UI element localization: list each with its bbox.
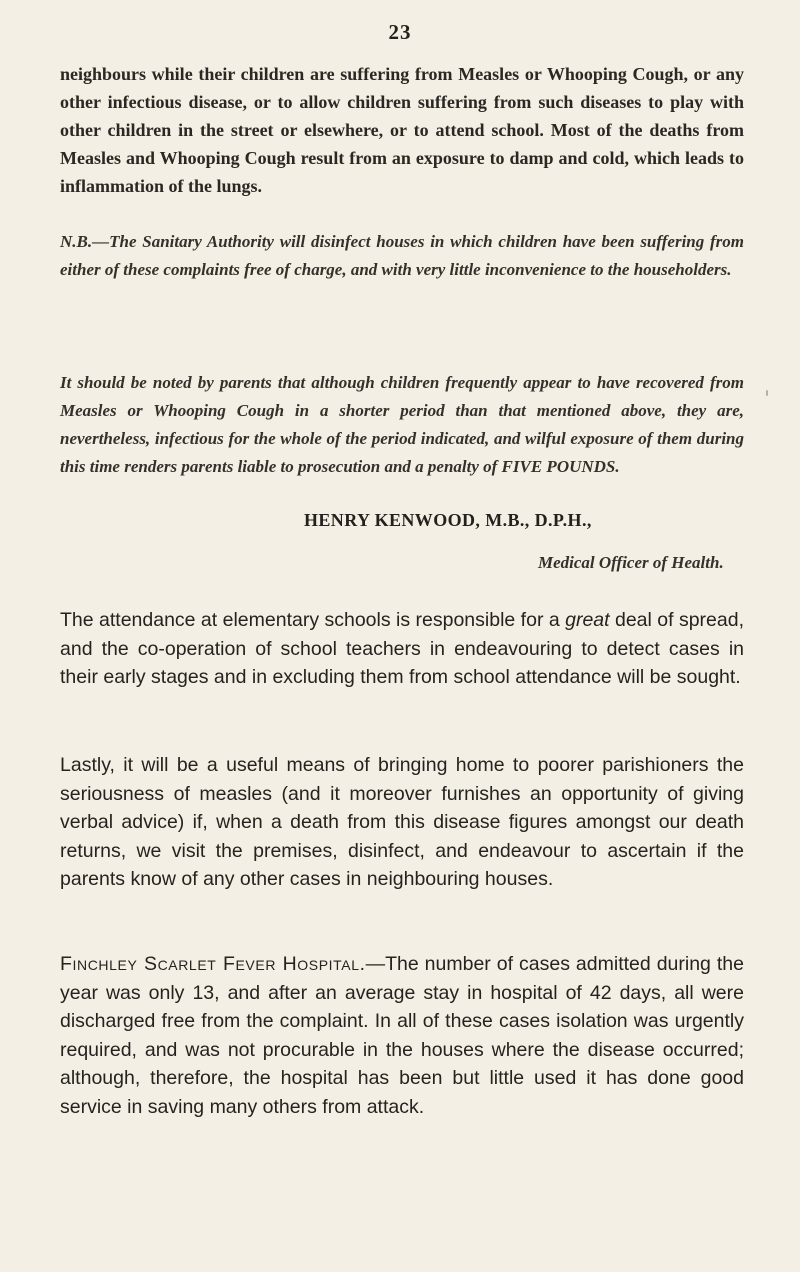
signature-name: HENRY KENWOOD, M.B., D.P.H.,	[304, 510, 592, 530]
emphasis-word: great	[565, 609, 610, 631]
paragraph-infectious-disease: neighbours while their children are suffering from Measles or Whooping Cough, or any other infectious disease, or to allow children suffering from such diseases to play with other children in the street or elsewhere, or to attend school. Most of the deaths from Measles and Whooping Cough result from an exposure to damp and cold, which leads to inflammation of the lungs.	[60, 64, 744, 196]
paragraph-measles-deaths: Lastly, it will be a useful means of bringing home to poorer parishioners the seriousness of measles (and it moreover furnishes an opportunity of giving verbal advice) if, when a death from this disease figures amongst our death returns, we visit the premises, disinfect, and endeavour to ascertain if the parents know of any other cases in neighbouring houses.	[60, 754, 744, 890]
hospital-text: —The number of cases admitted during the year was only 13, and after an average stay in hospital of 42 days, all were discharged free from the complaint. In all of these cases isolation was urgently required, and was not procurable in the houses where the disease occurred; although, therefore, the hospital has been but little used it has done good service in saving many others from attack.	[60, 953, 744, 1118]
hospital-heading: Finchley Scarlet Fever Hospital.	[60, 953, 366, 975]
page-number: 23	[388, 20, 412, 44]
paragraph-school-attendance-end: deal of spread, and the co-operation of school teachers in endeavouring to detect cases in their early stages and in excluding them from school attendance will be sought.	[60, 609, 745, 688]
disinfection-notice: N.B.—The Sanitary Authority will disinfect houses in which children have been suffering from either of these complaints free of charge, and with very little inconvenience to the householders.	[60, 232, 744, 279]
signature-title: Medical Officer of Health.	[538, 553, 724, 572]
paragraph-scarlet-fever-hospital	[60, 950, 744, 1121]
parents-warning-notice: It should be noted by parents that although children frequently appear to have recovered from Measles or Whooping Cough in a shorter period than that mentioned above, they are, nevertheless, infectious for the whole of the period indicated, and wilful exposure of them during this time renders parents liable to prosecution and a penalty of FIVE POUNDS.	[60, 373, 744, 476]
paper-speck	[766, 390, 768, 396]
paragraph-school-attendance-start: The attendance at elementary schools is responsible for a	[60, 609, 566, 631]
paragraph-school-attendance	[60, 606, 744, 692]
